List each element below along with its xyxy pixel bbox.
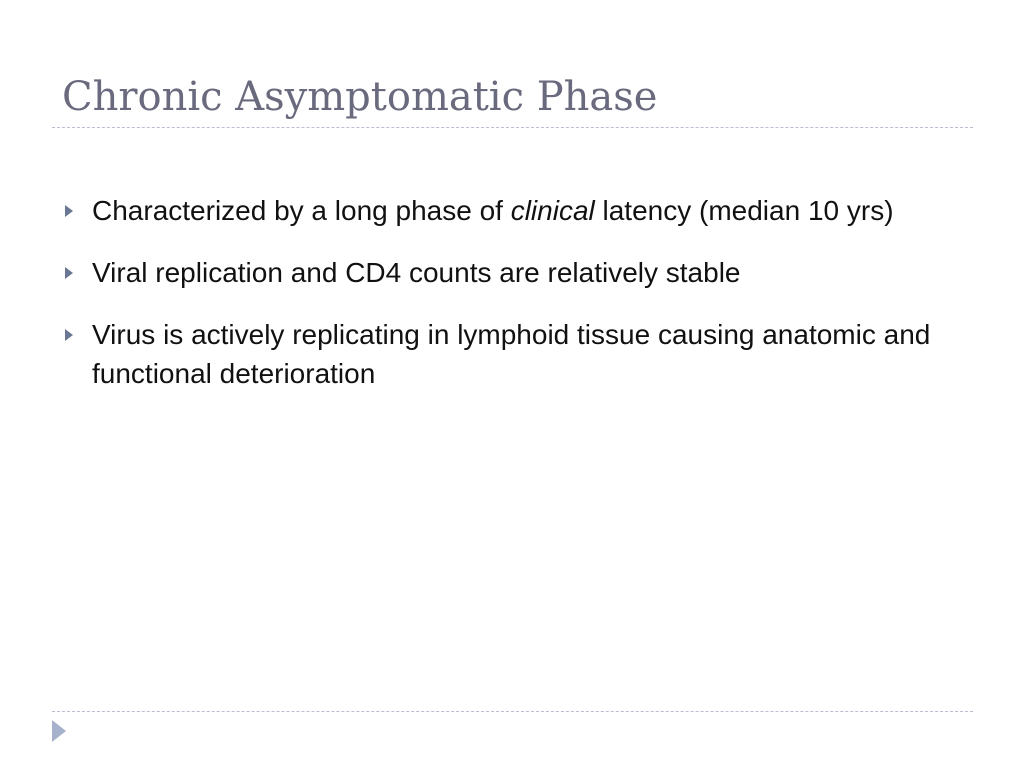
bullet-list bbox=[62, 191, 942, 416]
bullet-item-latency bbox=[62, 191, 942, 230]
bullet-item-replication bbox=[62, 253, 942, 292]
bullet-item-lymphoid bbox=[62, 315, 942, 393]
bullet-text-latency-emphasis: clinical bbox=[510, 195, 595, 226]
next-slide-arrow-icon bbox=[52, 720, 66, 742]
triangle-right-icon bbox=[65, 267, 73, 279]
triangle-right-icon bbox=[65, 205, 73, 217]
bullet-text-replication: Viral replication and CD4 counts are relatively stable bbox=[92, 257, 741, 288]
bullet-text-latency-end: latency (median 10 yrs) bbox=[594, 195, 894, 226]
footer-divider bbox=[52, 711, 973, 712]
slide-title: Chronic Asymptomatic Phase bbox=[62, 74, 658, 120]
triangle-right-icon bbox=[65, 329, 73, 341]
bullet-text-lymphoid: Virus is actively replicating in lymphoid tissue causing anatomic and functional deterioration bbox=[92, 319, 931, 389]
title-divider bbox=[52, 127, 973, 128]
bullet-text-latency-start: Characterized by a long phase of bbox=[92, 195, 511, 226]
